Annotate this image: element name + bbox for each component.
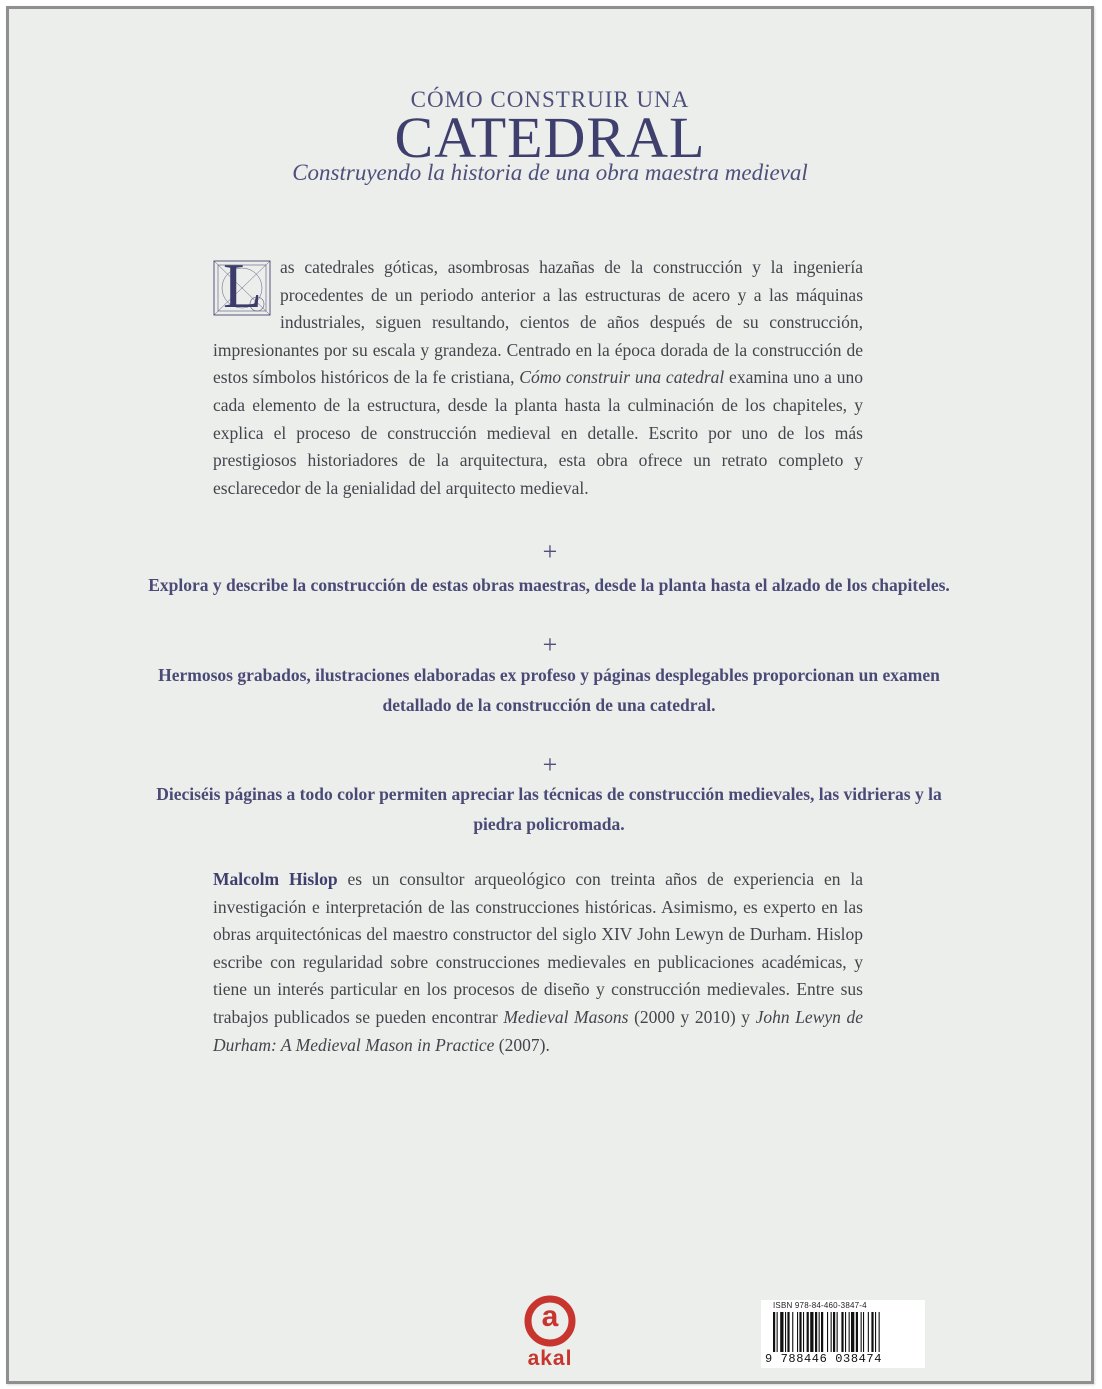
- author-work-2: John Lewyn de Durham: A Medieval Mason in Practice: [213, 1006, 863, 1055]
- intro-text-part-1: as catedrales góticas, asombrosas hazañas de la construcción y la ingeniería procedentes de un periodo anterior a las estructuras de acero y a las máquinas industriales, siguen resultando, cientos de años después de su construcción, impresionantes por su escala y grandeza. Centrado en la época dorada de la construcción de estos símbolos históricos de la fe cristiana,: [213, 257, 863, 388]
- barcode-bar: [841, 1312, 843, 1352]
- publisher-logo-name: akal: [527, 1347, 573, 1370]
- barcode-bar: [807, 1312, 809, 1352]
- author-bio-part-2: John Lewyn de Durham. Hislop escribe con regularidad sobre construcciones medievales en publicaciones académicas, y tiene un interés particular en los procesos de diseño y construcción medievales. Entre sus trabajos publicados se pueden encontrar: [213, 924, 863, 1027]
- barcode-bar: [863, 1312, 864, 1352]
- barcode-bar: [773, 1312, 775, 1352]
- barcode-bars: [769, 1312, 921, 1356]
- book-back-cover: [6, 6, 1094, 1384]
- barcode-bar: [780, 1312, 783, 1352]
- drop-cap: [213, 250, 271, 321]
- feature-3: Dieciséis páginas a todo color permiten apreciar las técnicas de construcción medievales, las vidrieras y la piedra policromada.: [156, 784, 942, 834]
- isbn-label: ISBN 978-84-460-3847-4: [773, 1301, 867, 1310]
- barcode-bar: [777, 1312, 778, 1352]
- publisher-logo: [516, 1293, 586, 1373]
- barcode-bar: [792, 1312, 793, 1352]
- barcode-bar: [821, 1312, 823, 1352]
- barcode-bar: [787, 1312, 789, 1352]
- barcode-bar: [815, 1312, 817, 1352]
- barcode-bar: [803, 1312, 804, 1352]
- drop-cap-letter: L: [223, 250, 263, 321]
- feature-1: Explora y describe la construcción de estas obras maestras, desde la planta hasta el alzado de los chapiteles.: [148, 575, 950, 595]
- barcode-bar: [879, 1312, 880, 1352]
- barcode-bar: [849, 1312, 850, 1352]
- author-bio-part-4: (2007).: [494, 1034, 550, 1055]
- barcode-bar: [827, 1312, 828, 1352]
- intro-paragraph: [213, 250, 864, 502]
- feature-2: Hermosos grabados, ilustraciones elaboradas ex profeso y páginas desplegables proporcionan un examen detallado de la construcción de una catedral.: [158, 665, 940, 715]
- separator-cross-3: +: [542, 750, 558, 779]
- publisher-logo-letter: a: [541, 1300, 559, 1333]
- book-subtitle: Construyendo la historia de una obra maestra medieval: [292, 160, 808, 185]
- author-bio-century: XIV: [601, 924, 633, 945]
- author-work-1: Medieval Masons: [503, 1006, 629, 1027]
- separator-cross-2: +: [542, 630, 558, 659]
- author-bio: [213, 866, 863, 1059]
- intro-book-title: Cómo construir una catedral: [519, 367, 725, 388]
- separator-cross-1: +: [542, 537, 558, 566]
- barcode-bar: [871, 1312, 873, 1352]
- barcode-area: [761, 1300, 925, 1368]
- author-bio-part-1: es un consultor arqueológico con treinta años de experiencia en la investigación e interpretación de las construcciones históricas. Asimismo, es experto en las obras arquitectónicas del maestro constructor del siglo: [213, 869, 863, 945]
- intro-text-part-2: examina uno a uno cada elemento de la estructura, desde la planta hasta la culminación de los chapiteles, y explica el proceso de construcción medieval en detalle. Escrito por uno de los más prestigiosos historiadores de la arquitectura, esta obra ofrece un retrato completo y esclarecedor de la genialidad del arquitecto medieval.: [213, 367, 864, 498]
- author-name: Malcolm Hislop: [213, 869, 338, 889]
- barcode-bar: [819, 1312, 820, 1352]
- barcode-bar: [797, 1312, 798, 1352]
- barcode-bar: [875, 1312, 876, 1352]
- barcode-bar: [845, 1312, 846, 1352]
- barcode-bar: [861, 1312, 862, 1352]
- barcode-bar: [831, 1312, 832, 1352]
- barcode-bar: [851, 1312, 854, 1352]
- book-supertitle: CÓMO CONSTRUIR UNA: [410, 87, 690, 112]
- barcode-bar: [833, 1312, 835, 1352]
- barcode-bar: [785, 1312, 786, 1352]
- author-bio-part-3: (2000 y 2010) y: [628, 1006, 756, 1027]
- barcode-digits: 9 788446 038474: [765, 1352, 883, 1366]
- barcode-bar: [810, 1312, 813, 1352]
- barcode-bar: [837, 1312, 838, 1352]
- barcode-bar: [799, 1312, 801, 1352]
- barcode-bar: [856, 1312, 858, 1352]
- book-title: CATEDRAL: [394, 105, 706, 170]
- barcode-bar: [868, 1312, 869, 1352]
